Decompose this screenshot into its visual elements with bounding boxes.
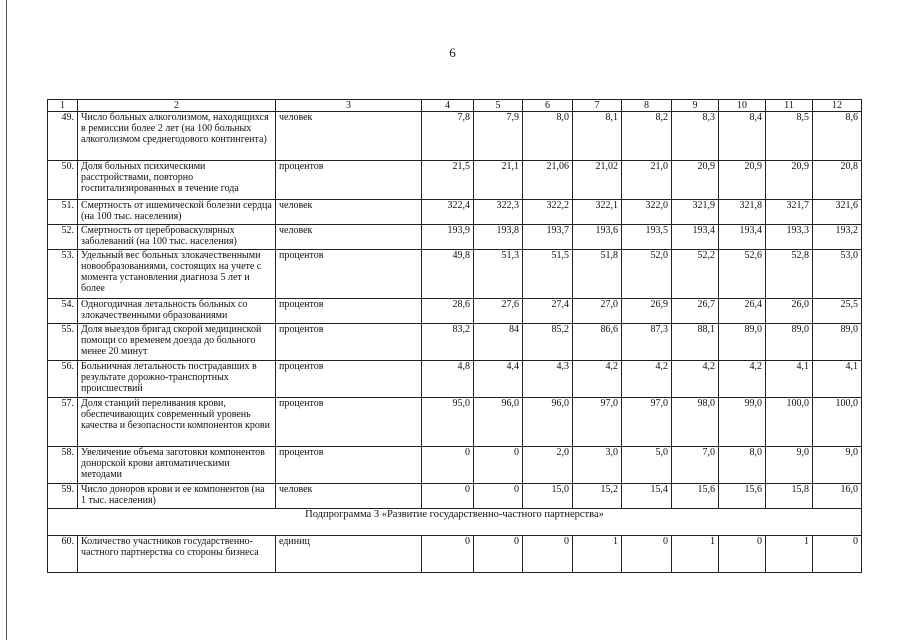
value-cell: 5,0 (622, 447, 672, 484)
value-cell: 322,3 (474, 200, 523, 225)
unit: процентов (276, 299, 422, 324)
value-cell: 21,02 (573, 161, 622, 200)
table-row (48, 361, 862, 398)
value-cell: 84 (474, 324, 523, 361)
column-number: 2 (78, 100, 276, 112)
value-cell: 1 (573, 536, 622, 573)
value-cell: 9,0 (766, 447, 813, 484)
column-number: 4 (422, 100, 474, 112)
value-cell: 20,9 (766, 161, 813, 200)
value-cell: 8,0 (719, 447, 766, 484)
value-cell: 95,0 (422, 398, 474, 447)
indicator-name: Смертность от цереброваскулярных заболеваний (на 100 тыс. населения) (78, 225, 276, 250)
row-number: 56. (48, 361, 78, 398)
value-cell: 87,3 (622, 324, 672, 361)
value-cell: 8,2 (622, 112, 672, 161)
value-cell: 52,2 (672, 250, 719, 299)
value-cell: 15,2 (573, 484, 622, 509)
subprogram-title: Подпрограмма 3 «Развитие государственно-частного партнерства» (48, 509, 862, 536)
value-cell: 27,6 (474, 299, 523, 324)
value-cell: 26,7 (672, 299, 719, 324)
value-cell: 0 (622, 536, 672, 573)
value-cell: 97,0 (573, 398, 622, 447)
value-cell: 4,2 (672, 361, 719, 398)
value-cell: 0 (474, 536, 523, 573)
value-cell: 193,8 (474, 225, 523, 250)
value-cell: 97,0 (622, 398, 672, 447)
value-cell: 0 (422, 536, 474, 573)
value-cell: 98,0 (672, 398, 719, 447)
value-cell: 96,0 (523, 398, 573, 447)
value-cell: 21,1 (474, 161, 523, 200)
column-number: 5 (474, 100, 523, 112)
value-cell: 21,06 (523, 161, 573, 200)
value-cell: 26,4 (719, 299, 766, 324)
table-row (48, 112, 862, 161)
row-number: 57. (48, 398, 78, 447)
value-cell: 99,0 (719, 398, 766, 447)
row-number: 55. (48, 324, 78, 361)
table-row (48, 447, 862, 484)
value-cell: 8,4 (719, 112, 766, 161)
table-row (48, 536, 862, 573)
value-cell: 4,1 (813, 361, 862, 398)
value-cell: 9,0 (813, 447, 862, 484)
value-cell: 193,4 (672, 225, 719, 250)
value-cell: 15,0 (523, 484, 573, 509)
value-cell: 193,7 (523, 225, 573, 250)
indicator-name: Число доноров крови и ее компонентов (на 1 тыс. населения) (78, 484, 276, 509)
indicator-name: Количество участников государственно-частного партнерства со стороны бизнеса (78, 536, 276, 573)
column-number: 7 (573, 100, 622, 112)
value-cell: 20,9 (719, 161, 766, 200)
row-number: 58. (48, 447, 78, 484)
value-cell: 15,4 (622, 484, 672, 509)
value-cell: 322,4 (422, 200, 474, 225)
indicator-name: Доля больных психическими расстройствами, повторно госпитализированных в течение года (78, 161, 276, 200)
indicator-name: Число больных алкоголизмом, находящихся в ремиссии более 2 лет (на 100 больных алкоголизмом среднегодового контингента) (78, 112, 276, 161)
value-cell: 321,9 (672, 200, 719, 225)
value-cell: 25,5 (813, 299, 862, 324)
page-number: 6 (449, 45, 456, 60)
value-cell: 52,0 (622, 250, 672, 299)
value-cell: 26,9 (622, 299, 672, 324)
row-number: 52. (48, 225, 78, 250)
value-cell: 21,5 (422, 161, 474, 200)
table-row (48, 161, 862, 200)
value-cell: 0 (813, 536, 862, 573)
indicator-name: Доля станций переливания крови, обеспечивающих современный уровень качества и безопасности компонентов крови (78, 398, 276, 447)
value-cell: 100,0 (766, 398, 813, 447)
value-cell: 49,8 (422, 250, 474, 299)
unit: процентов (276, 250, 422, 299)
column-number: 1 (48, 100, 78, 112)
column-number: 6 (523, 100, 573, 112)
table-row (48, 324, 862, 361)
value-cell: 27,0 (573, 299, 622, 324)
value-cell: 193,3 (766, 225, 813, 250)
unit: процентов (276, 161, 422, 200)
value-cell: 89,0 (766, 324, 813, 361)
value-cell: 83,2 (422, 324, 474, 361)
value-cell: 2,0 (523, 447, 573, 484)
row-number: 49. (48, 112, 78, 161)
indicator-name: Удельный вес больных злокачественными новообразованиями, состоящих на учете с момента установления диагноза 5 лет и более (78, 250, 276, 299)
value-cell: 0 (422, 447, 474, 484)
value-cell: 100,0 (813, 398, 862, 447)
value-cell: 193,5 (622, 225, 672, 250)
value-cell: 51,5 (523, 250, 573, 299)
column-number: 10 (719, 100, 766, 112)
value-cell: 0 (422, 484, 474, 509)
value-cell: 28,6 (422, 299, 474, 324)
column-number: 12 (813, 100, 862, 112)
value-cell: 193,4 (719, 225, 766, 250)
row-number: 54. (48, 299, 78, 324)
indicators-table (47, 99, 862, 573)
column-number: 3 (276, 100, 422, 112)
unit: единиц (276, 536, 422, 573)
unit: человек (276, 200, 422, 225)
value-cell: 4,1 (766, 361, 813, 398)
value-cell: 20,8 (813, 161, 862, 200)
indicator-name: Одногодичная летальность больных со злокачественными образованиями (78, 299, 276, 324)
value-cell: 52,6 (719, 250, 766, 299)
indicator-name: Смертность от ишемической болезни сердца (на 100 тыс. населения) (78, 200, 276, 225)
value-cell: 8,0 (523, 112, 573, 161)
value-cell: 322,2 (523, 200, 573, 225)
value-cell: 26,0 (766, 299, 813, 324)
unit: человек (276, 484, 422, 509)
column-number-row (48, 100, 862, 112)
indicator-name: Больничная летальность пострадавших в результате дорожно-транспортных происшествий (78, 361, 276, 398)
value-cell: 322,0 (622, 200, 672, 225)
value-cell: 0 (474, 484, 523, 509)
row-number: 59. (48, 484, 78, 509)
value-cell: 7,9 (474, 112, 523, 161)
value-cell: 52,8 (766, 250, 813, 299)
value-cell: 88,1 (672, 324, 719, 361)
value-cell: 86,6 (573, 324, 622, 361)
table-row (48, 484, 862, 509)
value-cell: 4,2 (719, 361, 766, 398)
unit: процентов (276, 447, 422, 484)
value-cell: 15,8 (766, 484, 813, 509)
table-row (48, 200, 862, 225)
value-cell: 27,4 (523, 299, 573, 324)
value-cell: 322,1 (573, 200, 622, 225)
row-number: 50. (48, 161, 78, 200)
value-cell: 51,3 (474, 250, 523, 299)
value-cell: 321,7 (766, 200, 813, 225)
value-cell: 8,3 (672, 112, 719, 161)
value-cell: 16,0 (813, 484, 862, 509)
table-row (48, 250, 862, 299)
row-number: 51. (48, 200, 78, 225)
column-number: 11 (766, 100, 813, 112)
value-cell: 0 (523, 536, 573, 573)
value-cell: 0 (474, 447, 523, 484)
column-number: 9 (672, 100, 719, 112)
indicator-name: Доля выездов бригад скорой медицинской помощи со временем доезда до больного менее 20 минут (78, 324, 276, 361)
value-cell: 321,6 (813, 200, 862, 225)
row-number: 53. (48, 250, 78, 299)
value-cell: 85,2 (523, 324, 573, 361)
value-cell: 1 (766, 536, 813, 573)
value-cell: 0 (719, 536, 766, 573)
value-cell: 3,0 (573, 447, 622, 484)
unit: процентов (276, 398, 422, 447)
value-cell: 96,0 (474, 398, 523, 447)
value-cell: 8,6 (813, 112, 862, 161)
value-cell: 21,0 (622, 161, 672, 200)
unit: человек (276, 225, 422, 250)
value-cell: 7,0 (672, 447, 719, 484)
value-cell: 15,6 (672, 484, 719, 509)
value-cell: 193,9 (422, 225, 474, 250)
table-row (48, 225, 862, 250)
unit: процентов (276, 324, 422, 361)
value-cell: 321,8 (719, 200, 766, 225)
value-cell: 1 (672, 536, 719, 573)
unit: процентов (276, 361, 422, 398)
page-left-border (6, 0, 7, 640)
value-cell: 4,3 (523, 361, 573, 398)
value-cell: 89,0 (813, 324, 862, 361)
value-cell: 7,8 (422, 112, 474, 161)
value-cell: 193,2 (813, 225, 862, 250)
value-cell: 20,9 (672, 161, 719, 200)
row-number: 60. (48, 536, 78, 573)
column-number: 8 (622, 100, 672, 112)
value-cell: 4,2 (573, 361, 622, 398)
value-cell: 89,0 (719, 324, 766, 361)
table-row (48, 398, 862, 447)
indicator-name: Увеличение объема заготовки компонентов донорской крови автоматическими методами (78, 447, 276, 484)
value-cell: 15,6 (719, 484, 766, 509)
value-cell: 4,2 (622, 361, 672, 398)
unit: человек (276, 112, 422, 161)
value-cell: 53,0 (813, 250, 862, 299)
value-cell: 8,5 (766, 112, 813, 161)
value-cell: 4,4 (474, 361, 523, 398)
value-cell: 193,6 (573, 225, 622, 250)
subprogram-row (48, 509, 862, 536)
value-cell: 8,1 (573, 112, 622, 161)
value-cell: 51,8 (573, 250, 622, 299)
value-cell: 4,8 (422, 361, 474, 398)
table-row (48, 299, 862, 324)
